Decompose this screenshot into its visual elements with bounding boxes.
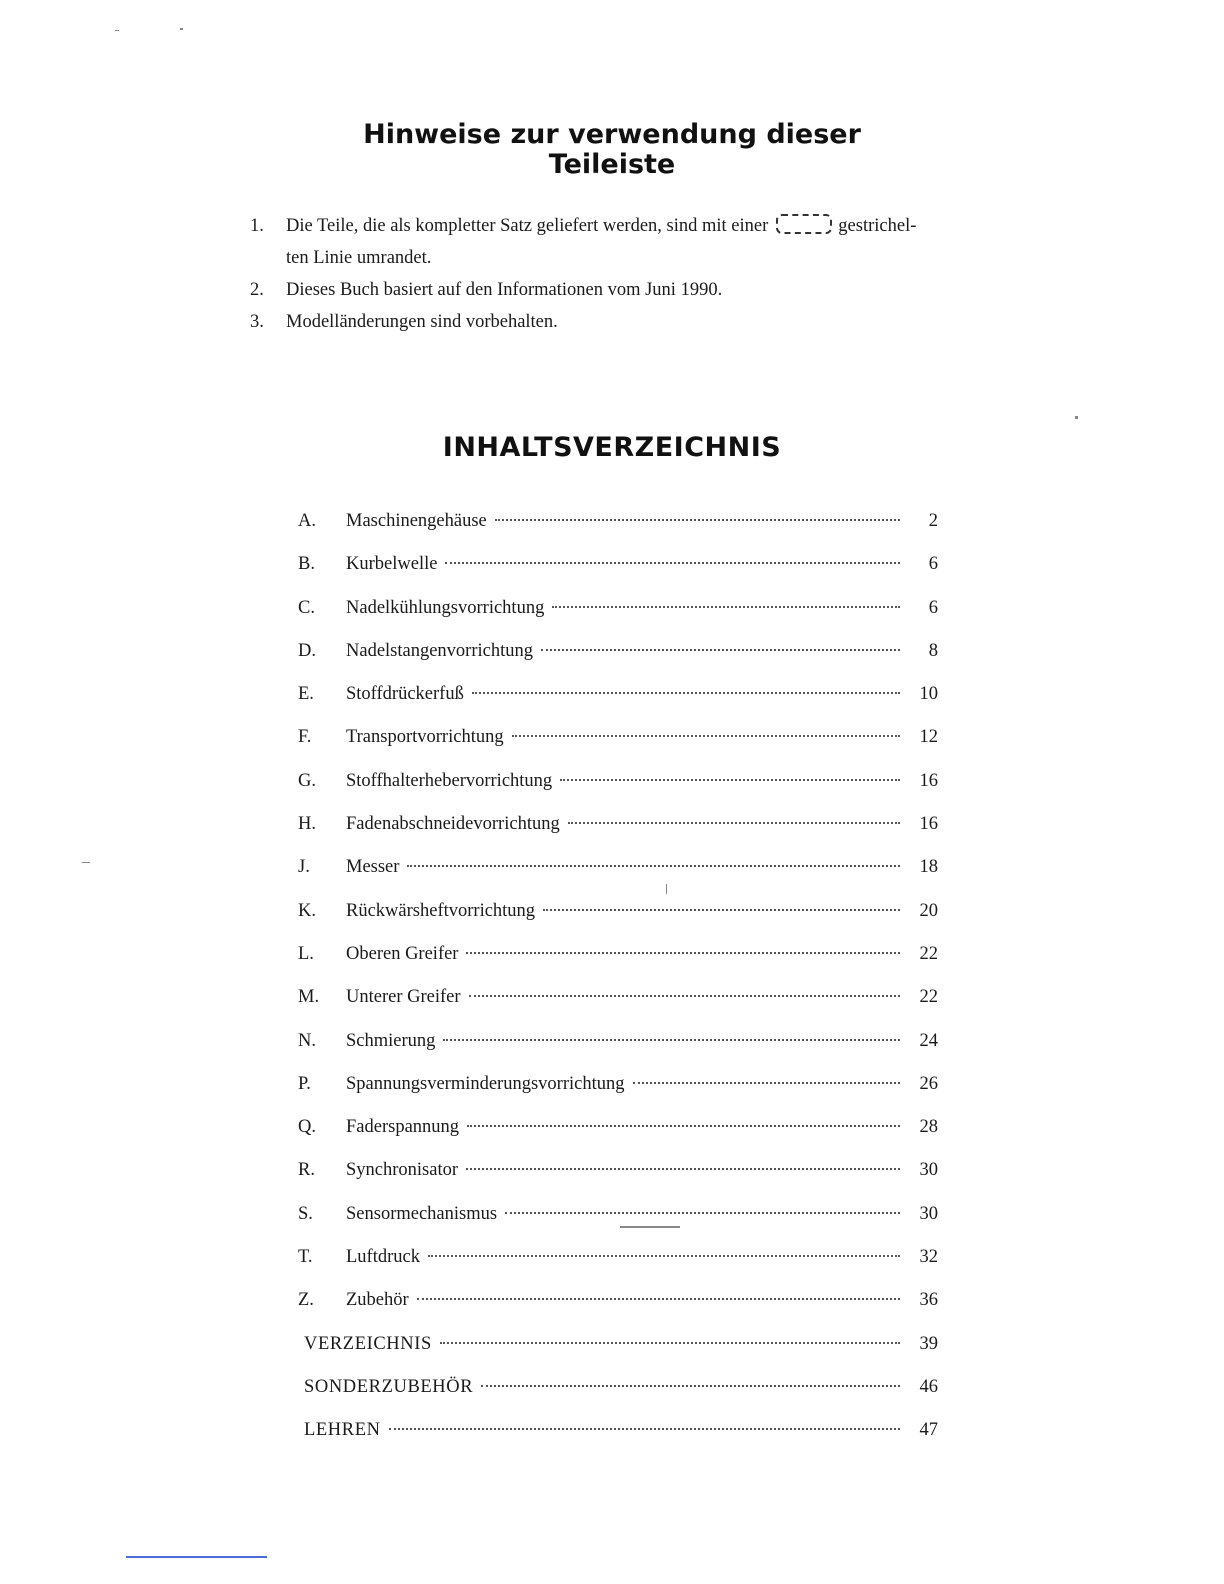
- toc-leader-dots: [445, 562, 900, 564]
- toc-entry-letter: Z.: [298, 1290, 314, 1311]
- toc-entry-title: LEHREN: [304, 1420, 381, 1441]
- toc-entry-page: 30: [919, 1203, 938, 1224]
- toc-leader-dots: [568, 822, 900, 824]
- toc-entry-title: Messer: [346, 857, 400, 878]
- toc-entry-letter: T.: [298, 1247, 313, 1268]
- toc-entry: [298, 587, 938, 630]
- toc-entry: [298, 500, 938, 543]
- toc-entry-page: 10: [919, 684, 938, 705]
- toc-entry-page: 39: [919, 1333, 938, 1354]
- note-text: Dieses Buch basiert auf den Informationen vom Juni 1990.: [286, 280, 723, 300]
- toc-entry-page: 6: [928, 554, 938, 575]
- toc-entry-letter: K.: [298, 900, 316, 921]
- note-text: ten Linie umrandet.: [286, 248, 432, 268]
- note-item: [250, 274, 990, 306]
- toc-entry-letter: C.: [298, 597, 315, 618]
- toc-entry-title: Spannungsverminderungsvorrichtung: [346, 1073, 625, 1094]
- toc-entry-page: 20: [919, 900, 938, 921]
- note-number: 1.: [250, 216, 264, 236]
- toc-entry-page: 22: [919, 943, 938, 964]
- toc-entry: [298, 716, 938, 759]
- scan-speck: [1075, 416, 1078, 419]
- toc-leader-dots: [512, 735, 900, 737]
- notes-list: [250, 210, 990, 338]
- toc-entry-page: 28: [919, 1117, 938, 1138]
- toc-entry-letter: B.: [298, 554, 315, 575]
- toc-entry-title: Transportvorrichtung: [346, 727, 504, 748]
- toc-entry-page: 24: [919, 1030, 938, 1051]
- toc-entry-page: 46: [919, 1376, 938, 1397]
- toc-entry: [298, 630, 938, 673]
- toc-entry-letter: J.: [298, 857, 310, 878]
- toc-entry: [298, 1106, 938, 1149]
- toc-entry-title: Rückwärsheftvorrichtung: [346, 900, 536, 921]
- note-item: [250, 210, 990, 274]
- toc-leader-dots: [505, 1212, 900, 1214]
- dashed-outline-icon: [776, 214, 832, 234]
- toc-entry: [298, 673, 938, 716]
- toc-leader-dots: [389, 1428, 900, 1430]
- toc-leader-dots: [472, 692, 900, 694]
- toc-entry-title: SONDERZUBEHÖR: [304, 1376, 474, 1397]
- note-number: 2.: [250, 280, 264, 300]
- toc-leader-dots: [407, 865, 900, 867]
- scan-speck: [666, 884, 667, 894]
- toc-entry-title: Oberen Greifer: [346, 943, 459, 964]
- toc-entry-page: 18: [919, 857, 938, 878]
- toc-entry-title: Sensormechanismus: [346, 1203, 498, 1224]
- toc-entry-page: 8: [928, 640, 938, 661]
- toc-entry-letter: E.: [298, 684, 314, 705]
- toc-entry-page: 30: [919, 1160, 938, 1181]
- toc-entry: [298, 1020, 938, 1063]
- toc-entry: [298, 846, 938, 889]
- toc-entry-title: Zubehör: [346, 1290, 409, 1311]
- toc-leader-dots: [443, 1039, 900, 1041]
- toc-title: INHALTSVERZEICHNIS: [442, 432, 782, 463]
- toc-leader-dots: [428, 1255, 900, 1257]
- page-title-line-1: Hinweise zur verwendung dieser: [363, 119, 861, 150]
- toc-entry-letter: Q.: [298, 1117, 316, 1138]
- toc-entry: [298, 1193, 938, 1236]
- toc-entry-page: 32: [919, 1247, 938, 1268]
- toc-leader-dots: [560, 779, 900, 781]
- toc-leader-dots: [543, 909, 900, 911]
- toc-entry-letter: S.: [298, 1203, 313, 1224]
- toc-entry-title: Luftdruck: [346, 1247, 420, 1268]
- table-of-contents: [298, 500, 938, 1453]
- toc-entry: [298, 1063, 938, 1106]
- toc-entry: [298, 890, 938, 933]
- toc-entry-title: Faderspannung: [346, 1117, 460, 1138]
- toc-leader-dots: [417, 1298, 900, 1300]
- toc-entry-page: 16: [919, 814, 938, 835]
- toc-entry-letter: F.: [298, 727, 312, 748]
- toc-entry-title: Stoffdrückerfuß: [346, 684, 464, 705]
- toc-entry-title: Unterer Greifer: [346, 987, 461, 1008]
- toc-entry: [298, 543, 938, 586]
- toc-leader-dots: [541, 649, 900, 651]
- toc-entry-page: 12: [919, 727, 938, 748]
- toc-entry-page: 36: [919, 1290, 938, 1311]
- toc-entry-letter: M.: [298, 987, 320, 1008]
- toc-entry-letter: A.: [298, 511, 316, 531]
- scan-speck: [82, 862, 90, 863]
- toc-entry-title: Nadelkühlungsvorrichtung: [346, 597, 545, 618]
- toc-entry-letter: D.: [298, 640, 316, 661]
- bottom-rule: [126, 1556, 267, 1558]
- toc-entry: [298, 1149, 938, 1192]
- toc-entry-letter: N.: [298, 1030, 316, 1051]
- toc-entry-letter: G.: [298, 770, 316, 791]
- toc-entry: [298, 933, 938, 976]
- toc-leader-dots: [440, 1342, 900, 1344]
- toc-entry-section: [298, 1366, 938, 1409]
- toc-entry-letter: H.: [298, 814, 316, 835]
- toc-entry-title: Maschinengehäuse: [346, 511, 487, 531]
- toc-entry-letter: L.: [298, 943, 314, 964]
- toc-entry-title: Kurbelwelle: [346, 554, 438, 575]
- toc-leader-dots: [481, 1385, 900, 1387]
- toc-entry-title: Stoffhalterhebervorrichtung: [346, 770, 553, 791]
- toc-entry-title: Nadelstangenvorrichtung: [346, 640, 533, 661]
- toc-entry-title: Synchronisator: [346, 1160, 459, 1181]
- toc-entry-page: 2: [928, 511, 938, 531]
- toc-leader-dots: [467, 1125, 900, 1127]
- toc-entry-letter: R.: [298, 1160, 315, 1181]
- toc-leader-dots: [552, 606, 900, 608]
- toc-leader-dots: [633, 1082, 901, 1084]
- note-number: 3.: [250, 312, 264, 332]
- toc-entry: [298, 760, 938, 803]
- toc-entry-section: [298, 1409, 938, 1452]
- scan-speck: [620, 1226, 680, 1228]
- toc-entry-page: 6: [928, 597, 938, 618]
- toc-leader-dots: [495, 519, 900, 521]
- note-text: Die Teile, die als kompletter Satz geliefert werden, sind mit einer: [286, 216, 769, 236]
- toc-entry-page: 16: [919, 770, 938, 791]
- toc-entry-section: [298, 1323, 938, 1366]
- toc-leader-dots: [466, 1168, 900, 1170]
- toc-entry-title: VERZEICHNIS: [304, 1333, 432, 1354]
- note-text: gestrichel-: [838, 216, 917, 236]
- toc-entry: [298, 976, 938, 1019]
- toc-entry-title: Schmierung: [346, 1030, 436, 1051]
- toc-entry-page: 26: [919, 1073, 938, 1094]
- toc-entry-page: 47: [919, 1420, 938, 1441]
- toc-entry: [298, 803, 938, 846]
- scan-speck: [180, 28, 183, 30]
- toc-entry-title: Fadenabschneidevorrichtung: [346, 814, 560, 835]
- note-item: [250, 306, 990, 338]
- toc-entry-page: 22: [919, 987, 938, 1008]
- note-text: Modelländerungen sind vorbehalten.: [286, 312, 558, 332]
- page-title: [0, 120, 1224, 180]
- toc-entry: [298, 1279, 938, 1322]
- scan-speck: [115, 30, 119, 31]
- toc-leader-dots: [469, 995, 900, 997]
- toc-leader-dots: [466, 952, 900, 954]
- toc-entry-letter: P.: [298, 1073, 311, 1094]
- toc-entry: [298, 1236, 938, 1279]
- page-title-line-2: Teileiste: [548, 149, 676, 180]
